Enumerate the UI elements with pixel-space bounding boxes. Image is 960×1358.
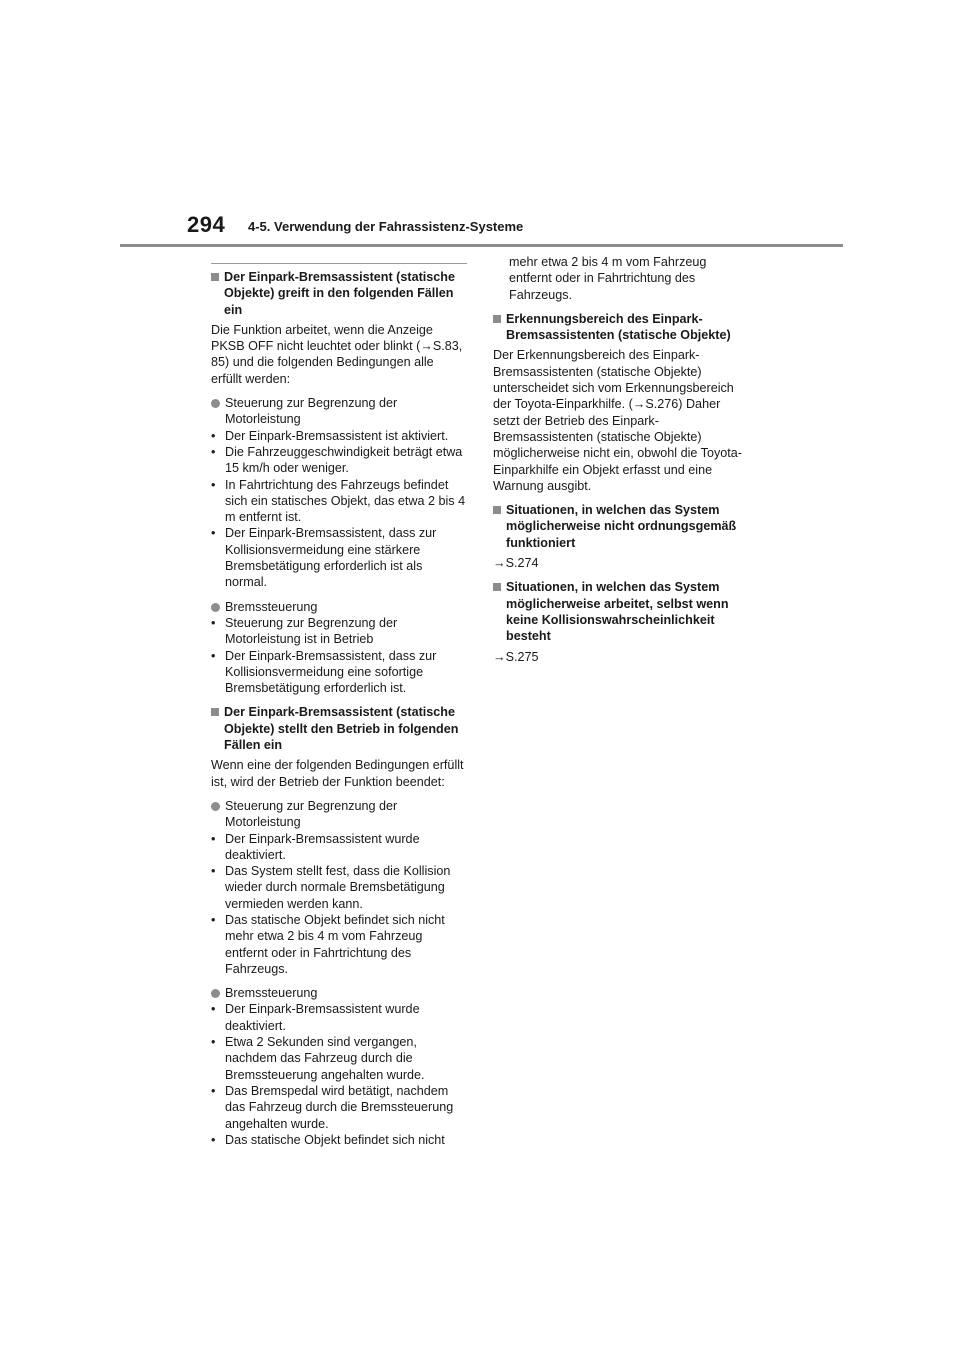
condition-list [211,831,467,978]
section-body: Der Erkennungsbereich des Einpark-Bremsassistenten (statische Objekte) unterscheidet sich vom Erkennungsbereich der Toyota-Einparkhilfe. (→S.276) Daher setzt der Betrieb des Einpark-Bremsassistenten (statische Objekte) möglicherweise nicht ein, obwohl die Toyota-Einparkhilfe ein Objekt erfasst und eine Warnung ausgibt. [493,348,742,493]
condition-title-text: Bremssteuerung [225,599,318,614]
square-marker-icon [211,273,219,281]
condition-group [211,395,467,591]
section-intro: Die Funktion arbeitet, wenn die Anzeige PKSB OFF nicht leuchtet oder blinkt (→S.83, 85) und die folgenden Bedingungen alle erfüllt werden: [211,322,463,386]
chapter-title: 4-5. Verwendung der Fahrassistenz-Systeme [248,219,524,234]
list-item: • Der Einpark-Bremsassistent, dass zur Kollisionsvermeidung eine stärkere Bremsbetätigung erforderlich ist als normal. [211,526,437,590]
section-malfunction [493,502,749,571]
left-column [211,263,467,1156]
section-intro: Wenn eine der folgenden Bedingungen erfüllt ist, wird der Betrieb der Funktion beendet: [211,758,464,789]
square-marker-icon [211,708,219,716]
section-heading-text: Der Einpark-Bremsassistent (statische Objekte) greift in den folgenden Fällen ein [224,270,455,317]
section-heading [493,579,749,644]
list-item: • Das System stellt fest, dass die Kollision wieder durch normale Bremsbetätigung vermieden werden kann. [211,864,451,911]
condition-title-text: Bremssteuerung [225,986,318,1001]
square-marker-icon [493,315,501,323]
list-item: • Das statische Objekt befindet sich nicht mehr etwa 2 bis 4 m vom Fahrzeug entfernt oder in Fahrtrichtung des Fahrzeugs. [211,912,445,976]
condition-title [211,985,467,1001]
section-stop [211,704,467,1148]
circle-marker-icon [211,989,220,998]
header-divider [120,244,843,247]
section-detection-range [493,311,749,494]
circle-marker-icon [211,399,220,408]
list-item: • Das statische Objekt befindet sich nicht [211,1132,445,1147]
page-number: 294 [187,212,226,237]
list-item: • In Fahrtrichtung des Fahrzeugs befindet sich ein statisches Objekt, das etwa 2 bis 4 m entfernt ist. [211,477,466,525]
list-item: • Das Bremspedal wird betätigt, nachdem das Fahrzeug durch die Bremssteuerung angehalten wurde. [211,1083,454,1131]
section-heading [211,704,467,753]
square-marker-icon [493,583,501,591]
section-heading-text: Erkennungsbereich des Einpark-Bremsassistenten (statische Objekte) [506,311,731,343]
section-heading [211,269,467,318]
condition-title-text: Steuerung zur Begrenzung der Motorleistung [225,798,398,830]
square-marker-icon [493,506,501,514]
circle-marker-icon [211,802,220,811]
page-reference-link[interactable]: →S.274 [493,556,539,571]
list-item: • Die Fahrzeuggeschwindigkeit beträgt etwa 15 km/h oder weniger. [211,444,463,476]
condition-list [211,1001,467,1148]
section-heading-text: Situationen, in welchen das System möglicherweise arbeitet, selbst wenn keine Kollisionswahrscheinlichkeit besteht [506,580,729,644]
condition-title [211,395,467,428]
section-heading [493,311,749,344]
right-column [493,254,749,673]
section-false-activation [493,579,749,664]
section-heading [493,502,749,551]
list-item: • Der Einpark-Bremsassistent wurde deaktiviert. [211,831,420,862]
page-reference-link[interactable]: →S.275 [493,649,539,664]
condition-title [211,599,467,615]
condition-list [211,615,467,696]
section-heading-text: Der Einpark-Bremsassistent (statische Objekte) stellt den Betrieb in folgenden Fällen ein [224,705,459,753]
list-item-continuation: mehr etwa 2 bis 4 m vom Fahrzeug entfernt oder in Fahrtrichtung des Fahrzeugs. [509,255,707,302]
condition-list [211,428,467,591]
list-item: • Der Einpark-Bremsassistent wurde deaktiviert. [211,1002,420,1033]
condition-title-text: Steuerung zur Begrenzung der Motorleistung [225,396,398,427]
list-item: • Der Einpark-Bremsassistent, dass zur Kollisionsvermeidung eine sofortige Bremsbetätigung erforderlich ist. [211,648,437,696]
section-engage [211,269,467,696]
list-item: • Etwa 2 Sekunden sind vergangen, nachdem das Fahrzeug durch die Bremssteuerung angehalten wurde. [211,1035,425,1082]
list-item: • Der Einpark-Bremsassistent ist aktiviert. [211,428,449,443]
condition-group [211,599,467,697]
circle-marker-icon [211,603,220,612]
condition-group [211,985,467,1148]
condition-title [211,798,467,831]
section-heading-text: Situationen, in welchen das System möglicherweise nicht ordnungsgemäß funktioniert [506,503,737,550]
condition-group [211,798,467,977]
list-item: • Steuerung zur Begrenzung der Motorleistung ist in Betrieb [211,615,398,647]
